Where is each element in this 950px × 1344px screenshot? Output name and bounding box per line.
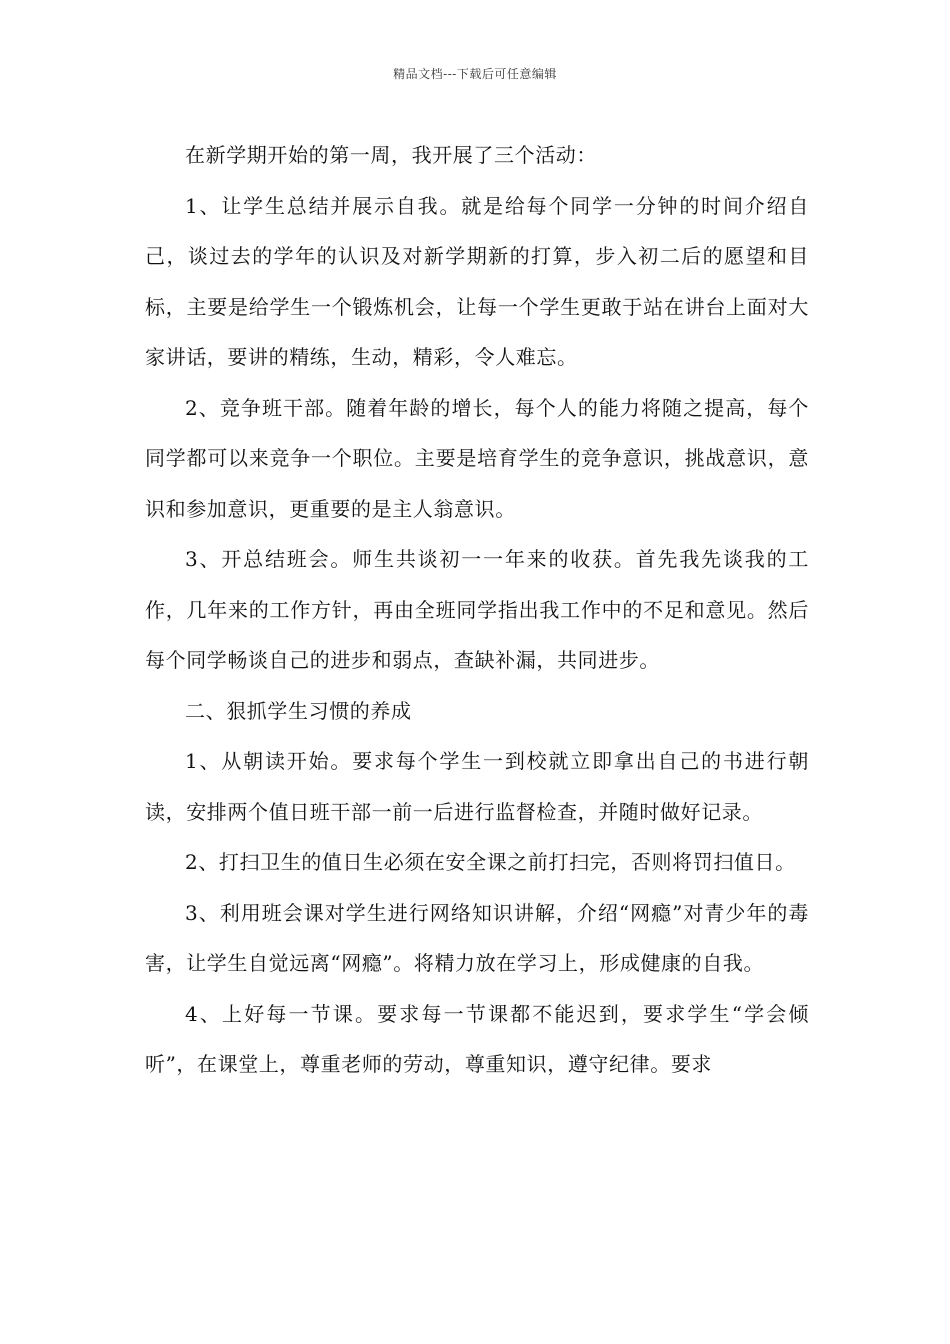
section-heading: 二、狠抓学生习惯的养成	[185, 698, 412, 723]
paragraph-habit-2: 2、打扫卫生的值日生必须在安全课之前打扫完，否则将罚扫值日。	[185, 850, 796, 874]
paragraph-intro: 在新学期开始的第一周，我开展了三个活动：	[185, 143, 597, 167]
paragraph-activity-3: 3、开总结班会。师生共谈初一一年来的收获。首先我先谈我的工作，几年来的工作方针，再由全班同学指出我工作中的不足和意见。然后每个同学畅谈自己的进步和弱点，查缺补漏，共同进步。	[145, 547, 809, 672]
paragraph-habit-1: 1、从朝读开始。要求每个学生一到校就立即拿出自己的书进行朝读，安排两个值日班干部一前一后进行监督检查，并随时做好记录。	[145, 749, 809, 824]
paragraph-habit-3: 3、利用班会课对学生进行网络知识讲解，介绍“网瘾”对青少年的毒害，让学生自觉远离“网瘾”。将精力放在学习上，形成健康的自我。	[145, 900, 809, 975]
paragraph-habit-4: 4、上好每一节课。要求每一节课都不能迟到，要求学生“学会倾听”，在课堂上，尊重老师的劳动，尊重知识，遵守纪律。要求	[145, 1001, 809, 1076]
document-body	[145, 130, 809, 1090]
paragraph-activity-2: 2、竞争班干部。随着年龄的增长，每个人的能力将随之提高，每个同学都可以来竞争一个职位。主要是培育学生的竞争意识，挑战意识，意识和参加意识，更重要的是主人翁意识。	[145, 395, 809, 521]
page-header: 精品文档---下载后可任意编辑	[393, 67, 557, 81]
paragraph-activity-1: 1、让学生总结并展示自我。就是给每个同学一分钟的时间介绍自己，谈过去的学年的认识及对新学期新的打算，步入初二后的愿望和目标，主要是给学生一个锻炼机会，让每一个学生更敢于站在讲台上面对大家讲话，要讲的精练，生动，精彩，令人难忘。	[145, 193, 809, 369]
